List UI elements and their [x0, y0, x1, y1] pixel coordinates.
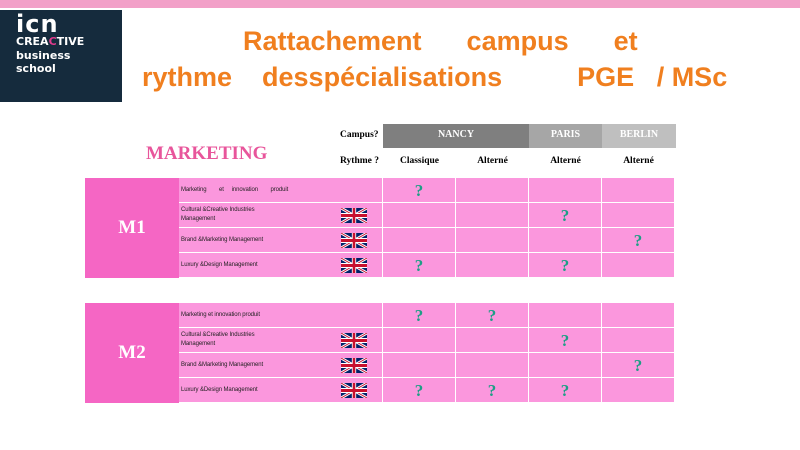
availability-cell: [456, 178, 529, 203]
marketing-heading: MARKETING: [146, 143, 268, 164]
availability-cell: [602, 228, 675, 253]
availability-cell: [383, 203, 456, 228]
availability-mark: ?: [560, 205, 570, 225]
availability-cell: [602, 378, 675, 403]
availability-cell: [456, 303, 529, 328]
programme-name: Luxury &Design Management: [181, 386, 258, 393]
availability-cell: [529, 328, 602, 353]
availability-cell: [456, 253, 529, 278]
availability-mark: ?: [414, 305, 424, 325]
availability-mark: ?: [560, 255, 570, 275]
availability-mark: ?: [633, 355, 643, 375]
availability-cell: [456, 328, 529, 353]
availability-mark: ?: [560, 380, 570, 400]
availability-cell: [602, 253, 675, 278]
availability-cell: [456, 378, 529, 403]
availability-cell: [529, 253, 602, 278]
availability-mark: ?: [414, 255, 424, 275]
top-stripe: [0, 0, 800, 8]
programme-name: Marketing et innovation produit: [181, 186, 289, 193]
availability-mark: ?: [414, 180, 424, 200]
availability-cell: [529, 353, 602, 378]
availability-cell: [529, 378, 602, 403]
availability-cell: [602, 203, 675, 228]
uk-flag-icon: [341, 233, 367, 248]
icn-logo: [0, 10, 122, 102]
rythme-3: Alterné: [623, 156, 654, 166]
rythme-label: Rythme ?: [340, 156, 379, 166]
logo-icn: icn: [16, 10, 59, 38]
uk-flag-icon: [341, 333, 367, 348]
programme-name: Brand &Marketing Management: [181, 361, 264, 368]
programme-name: Marketing et innovation produit: [181, 311, 260, 318]
level-m2: M2: [85, 303, 179, 403]
availability-mark: ?: [487, 380, 497, 400]
rythme-2: Alterné: [550, 156, 581, 166]
availability-cell: [602, 353, 675, 378]
campus-berlin: BERLIN: [602, 124, 676, 148]
availability-mark: ?: [487, 305, 497, 325]
availability-cell: [456, 228, 529, 253]
availability-cell: [383, 178, 456, 203]
programme-name: Luxury &Design Management: [181, 261, 258, 268]
availability-cell: [383, 328, 456, 353]
availability-mark: ?: [560, 330, 570, 350]
availability-mark: ?: [633, 230, 643, 250]
availability-cell: [383, 228, 456, 253]
rythme-1: Alterné: [477, 156, 508, 166]
programme-row: [179, 303, 383, 328]
uk-flag-icon: [341, 258, 367, 273]
campus-nancy: NANCY: [383, 124, 529, 148]
availability-cell: [383, 303, 456, 328]
availability-cell: [602, 328, 675, 353]
uk-flag-icon: [341, 358, 367, 373]
uk-flag-icon: [341, 383, 367, 398]
availability-cell: [383, 353, 456, 378]
availability-cell: [383, 253, 456, 278]
availability-cell: [529, 203, 602, 228]
availability-cell: [383, 378, 456, 403]
programme-row: [179, 178, 383, 203]
programme-name: Cultural &Creative Industries Management: [181, 332, 255, 347]
campus-label: Campus?: [340, 130, 379, 140]
availability-cell: [456, 353, 529, 378]
availability-cell: [529, 228, 602, 253]
campus-paris: PARIS: [529, 124, 602, 148]
availability-mark: ?: [414, 380, 424, 400]
logo-school: school: [16, 62, 56, 75]
rythme-0: Classique: [399, 156, 440, 166]
availability-cell: [602, 303, 675, 328]
availability-cell: [602, 178, 675, 203]
availability-cell: [529, 303, 602, 328]
programme-name: Cultural &Creative Industries Management: [181, 207, 255, 222]
level-m1: M1: [85, 178, 179, 278]
page-title-line1: Rattachement campus et: [243, 26, 638, 56]
logo-business: business: [16, 49, 71, 62]
page-title-line2: rythme desspécialisations PGE / MSc: [142, 62, 728, 92]
programme-name: Brand &Marketing Management: [181, 236, 264, 243]
logo-creactive: CREACTIVE: [16, 35, 85, 48]
availability-cell: [456, 203, 529, 228]
uk-flag-icon: [341, 208, 367, 223]
availability-cell: [529, 178, 602, 203]
